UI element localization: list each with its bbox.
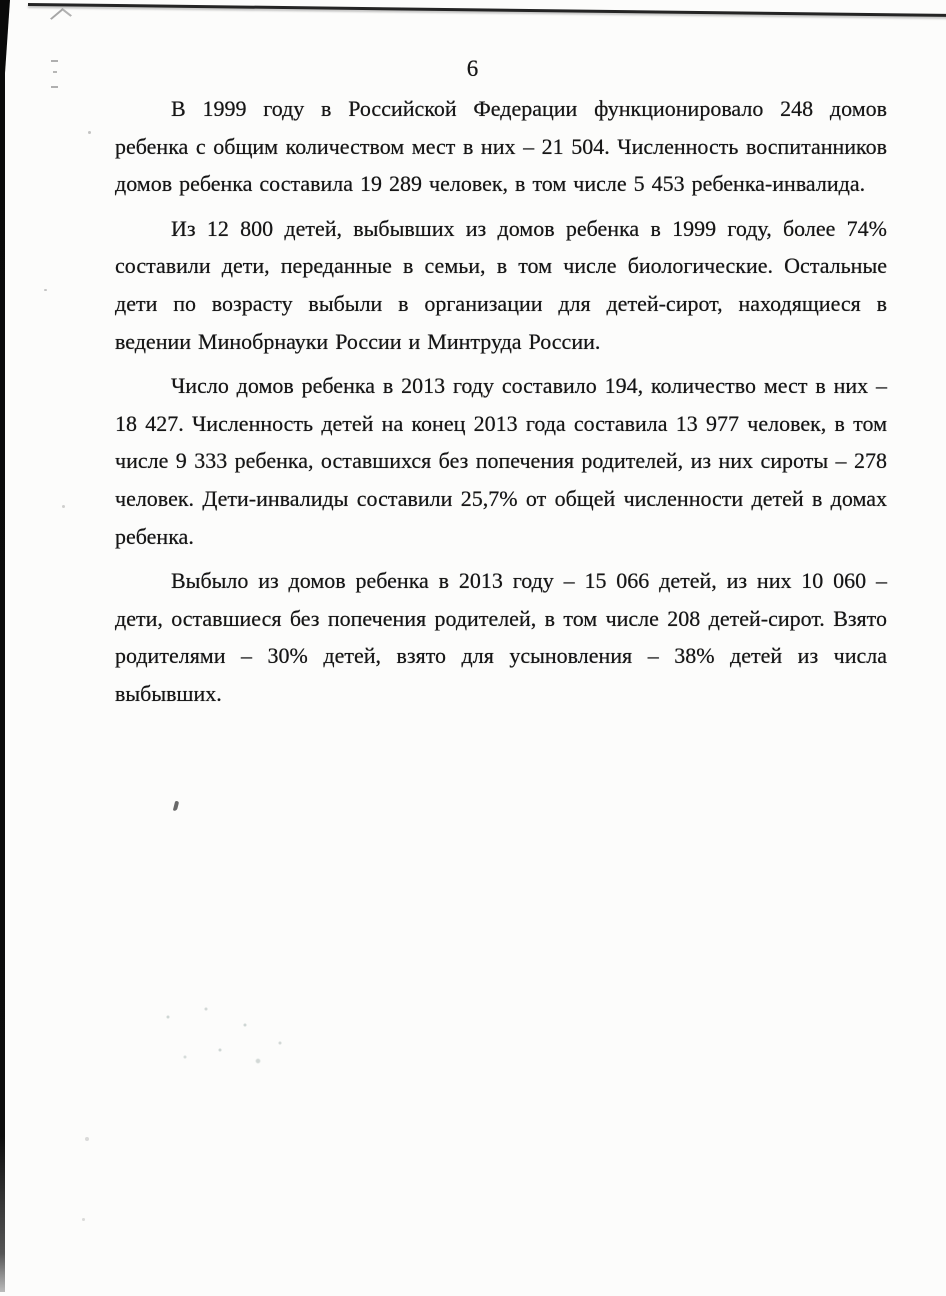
scan-speck xyxy=(62,505,65,508)
paragraph-1999-homes-count: В 1999 году в Российской Федерации функционировало 248 домов ребенка с общим количеством мест в них – 21 504. Численность воспитанников домов ребенка составила 19 289 человек, в том числе 5 453 ребенка-инвалида. xyxy=(115,96,887,197)
paragraph-2013-discharged-children: Выбыло из домов ребенка в 2013 году – 15 066 детей, из них 10 060 – дети, оставшиеся без попечения родителей, в том числе 208 детей-сирот. Взято родителями – 30% детей, взято для усыновления – 38% детей из числа выбывших. xyxy=(115,568,887,706)
scan-artifact-top-edge-line xyxy=(28,3,946,17)
scan-artifact-left-edge-strip xyxy=(0,0,5,1292)
ink-speck xyxy=(173,801,179,812)
scan-speck xyxy=(88,131,91,134)
document-body xyxy=(115,90,887,720)
scan-speck xyxy=(44,289,47,291)
paragraph-2013-homes-count: Число домов ребенка в 2013 году составило 194, количество мест в них – 18 427. Численность детей на конец 2013 года составила 13 977 человек, в том числе 9 333 ребенка, оставшихся без попечения родителей, из них сироты – 278 человек. Дети-инвалиды составили 25,7% от общей численности детей в домах ребенка. xyxy=(115,373,887,549)
scan-speck xyxy=(82,1218,85,1221)
scan-noise-patch xyxy=(150,995,330,1075)
paragraph-1999-discharged-children: Из 12 800 детей, выбывших из домов ребенка в 1999 году, более 74% составили дети, переданные в семьи, в том числе биологические. Остальные дети по возрасту выбыли в организации для детей-сирот, находящиеся в ведении Минобрнауки России и Минтруда России. xyxy=(115,215,887,354)
scan-speck xyxy=(85,1137,89,1141)
page-number: 6 xyxy=(466,56,480,81)
pencil-mark xyxy=(50,8,72,26)
